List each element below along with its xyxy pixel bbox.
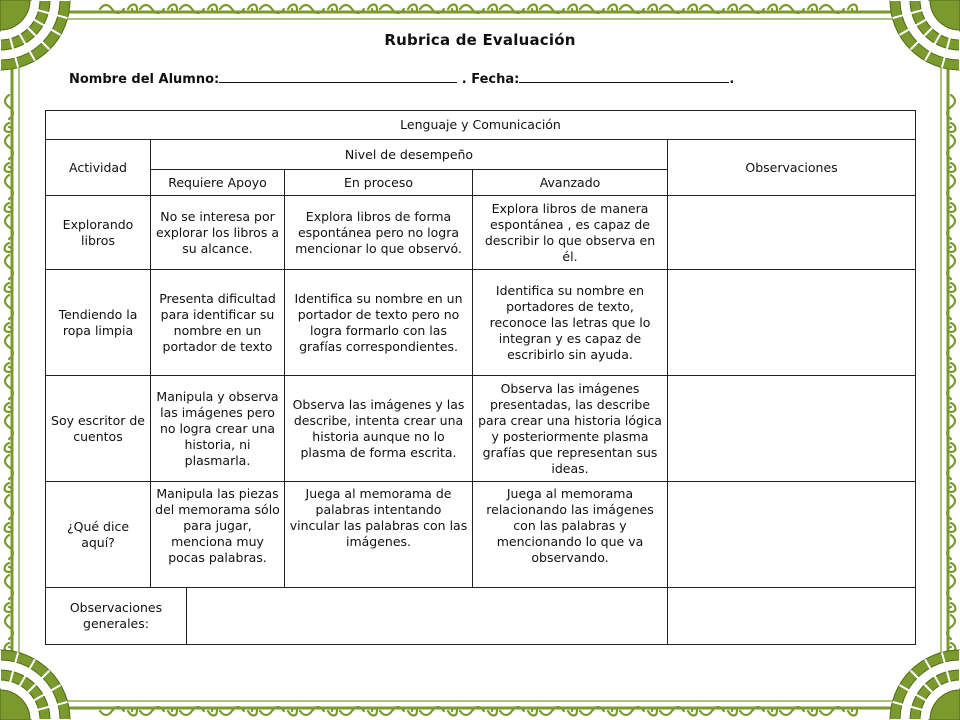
avanzado-cell: Observa las imágenes presentadas, las describe para crear una historia lógica y posteriormente plasma grafías que representan sus ideas. [473, 376, 668, 482]
general-observations-row [46, 588, 916, 645]
level-en-proceso: En proceso [285, 170, 473, 196]
observaciones-cell[interactable] [668, 482, 916, 588]
end-mark: . [729, 72, 735, 87]
date-separator: . [461, 72, 467, 87]
rubric-table [45, 110, 916, 645]
activity-cell: Soy escritor de cuentos [46, 376, 151, 482]
performance-header: Nivel de desempeño [151, 140, 668, 170]
table-row [46, 270, 916, 376]
activity-cell: ¿Qué dice aquí? [46, 482, 151, 588]
requiere-apoyo-cell: Manipula y observa las imágenes pero no logra crear una historia, ni plasmarla. [151, 376, 285, 482]
page-title: Rubrica de Evaluación [384, 31, 576, 49]
en-proceso-cell: Juega al memorama de palabras intentando vincular las palabras con las imágenes. [285, 482, 473, 588]
general-observations-extra[interactable] [668, 588, 916, 645]
observations-header: Observaciones [668, 140, 916, 196]
header-row [46, 140, 916, 170]
observaciones-cell[interactable] [668, 196, 916, 270]
general-observations-label: Observaciones generales: [46, 588, 187, 645]
student-name-blank[interactable] [219, 70, 457, 83]
avanzado-cell: Identifica su nombre en portadores de texto, reconoce las letras que lo integran y es capaz de escribirlo sin ayuda. [473, 270, 668, 376]
date-label: Fecha: [471, 72, 520, 87]
observaciones-cell[interactable] [668, 270, 916, 376]
level-requiere-apoyo: Requiere Apoyo [151, 170, 285, 196]
avanzado-cell: Explora libros de manera espontánea , es capaz de describir lo que observa en él. [473, 196, 668, 270]
requiere-apoyo-cell: Presenta dificultad para identificar su nombre en un portador de texto [151, 270, 285, 376]
activity-cell: Tendiendo la ropa limpia [46, 270, 151, 376]
student-name-label: Nombre del Alumno: [69, 72, 220, 87]
requiere-apoyo-cell: Manipula las piezas del memorama sólo para jugar, menciona muy pocas palabras. [151, 482, 285, 588]
activity-header: Actividad [46, 140, 151, 196]
activity-cell: Explorando libros [46, 196, 151, 270]
area-row [46, 111, 916, 140]
table-row [46, 196, 916, 270]
general-observations-field[interactable] [187, 588, 668, 645]
avanzado-cell: Juega al memorama relacionando las imágenes con las palabras y mencionando lo que va observando. [473, 482, 668, 588]
table-row [46, 482, 916, 588]
area-title: Lenguaje y Comunicación [46, 111, 916, 140]
en-proceso-cell: Observa las imágenes y las describe, intenta crear una historia aunque no lo plasma de forma escrita. [285, 376, 473, 482]
student-name-line [69, 70, 734, 87]
date-blank[interactable] [519, 70, 729, 83]
en-proceso-cell: Explora libros de forma espontánea pero no logra mencionar lo que observó. [285, 196, 473, 270]
table-row [46, 376, 916, 482]
level-avanzado: Avanzado [473, 170, 668, 196]
en-proceso-cell: Identifica su nombre en un portador de texto pero no logra formarlo con las grafías correspondientes. [285, 270, 473, 376]
observaciones-cell[interactable] [668, 376, 916, 482]
requiere-apoyo-cell: No se interesa por explorar los libros a su alcance. [151, 196, 285, 270]
